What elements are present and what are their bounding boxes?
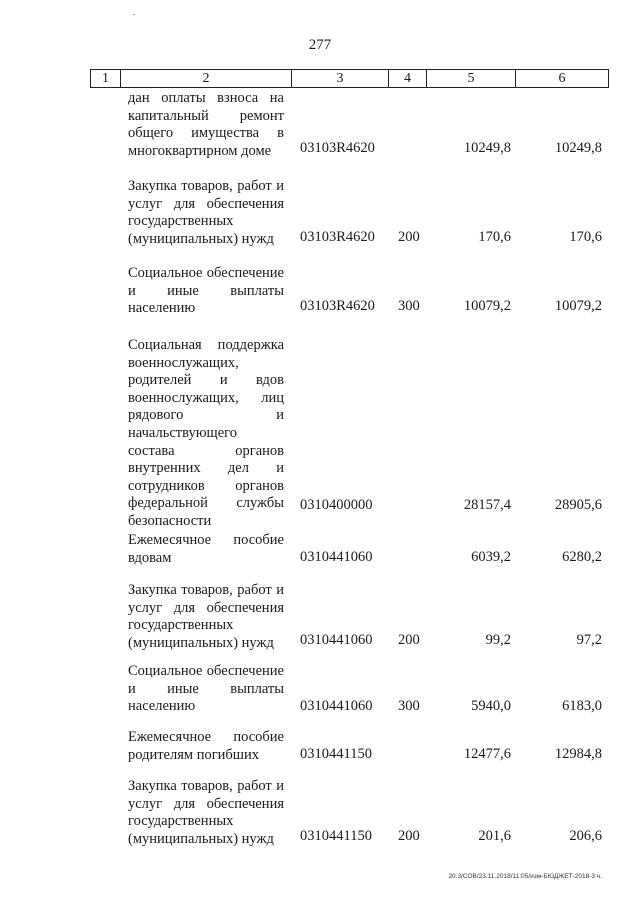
row-value-2018: 170,6 <box>478 229 511 245</box>
row-value-2018: 10249,8 <box>463 140 511 156</box>
row-value-2018: 28157,4 <box>463 497 511 513</box>
header-col-6: 6 <box>558 71 566 86</box>
row-value-2018: 5940,0 <box>471 698 511 714</box>
row-vr: 300 <box>398 298 420 314</box>
row-name: Ежемесячное пособие вдовам <box>128 532 284 566</box>
scan-speck <box>133 14 135 15</box>
row-value-2019: 6183,0 <box>562 698 602 714</box>
row-value-2019: 97,2 <box>576 632 602 648</box>
row-name: Закупка товаров, работ и услуг для обеспечения государственных (муниципальных) нужд <box>128 582 284 651</box>
row-vr: 200 <box>398 632 420 648</box>
header-col-5: 5 <box>427 70 516 87</box>
row-vr: 200 <box>398 229 420 245</box>
row-code: 0310441150 <box>300 746 372 762</box>
row-value-2019: 206,6 <box>569 828 602 844</box>
row-name: Ежемесячное пособие родителям погибших <box>128 729 284 763</box>
row-code: 0310441060 <box>300 632 373 648</box>
header-col-4: 4 <box>389 70 427 87</box>
row-value-2019: 170,6 <box>569 229 602 245</box>
header-col-3: 3 <box>292 70 389 87</box>
row-value-2018: 201,6 <box>478 828 511 844</box>
row-name: Закупка товаров, работ и услуг для обеспечения государственных (муниципальных) нужд <box>128 778 284 847</box>
row-value-2018: 12477,6 <box>463 746 511 762</box>
row-value-2019: 10249,8 <box>554 140 602 156</box>
header-col-1: 1 <box>91 70 121 87</box>
row-value-2019: 6280,2 <box>562 549 602 565</box>
page-number: 277 <box>308 37 332 53</box>
row-value-2019: 12984,8 <box>554 746 602 762</box>
row-vr: 200 <box>398 828 420 844</box>
row-value-2018: 99,2 <box>485 632 511 648</box>
row-code: 03103R4620 <box>300 229 375 245</box>
row-name: Социальное обеспечение и иные выплаты населению <box>128 265 284 317</box>
row-name: Социальная поддержка военнослужащих, родителей и вдов военнослужащих, лиц рядового и начальствующего состава органов внутренних дел и сотрудников органов федеральной службы безопасности <box>128 337 284 529</box>
table-header-row <box>90 69 609 88</box>
header-col-2: 2 <box>121 70 292 87</box>
row-code: 03103R4620 <box>300 298 375 314</box>
row-name: дан оплаты взноса на капитальный ремонт общего имущества в многоквартирном доме <box>128 90 284 159</box>
row-value-2018: 6039,2 <box>471 549 511 565</box>
row-code: 0310441150 <box>300 828 372 844</box>
row-code: 0310400000 <box>300 497 373 513</box>
row-value-2018: 10079,2 <box>463 298 511 314</box>
row-code: 03103R4620 <box>300 140 375 156</box>
row-name: Закупка товаров, работ и услуг для обеспечения государственных (муниципальных) нужд <box>128 178 284 247</box>
document-footer: 20.3/СОВ/23.11.2018/11:05/изм-БЮДЖЕТ-2018-3 ч. <box>448 873 602 880</box>
row-code: 0310441060 <box>300 549 373 565</box>
row-code: 0310441060 <box>300 698 373 714</box>
row-vr: 300 <box>398 698 420 714</box>
row-value-2019: 10079,2 <box>554 298 602 314</box>
row-value-2019: 28905,6 <box>554 497 602 513</box>
row-name: Социальное обеспечение и иные выплаты населению <box>128 663 284 715</box>
